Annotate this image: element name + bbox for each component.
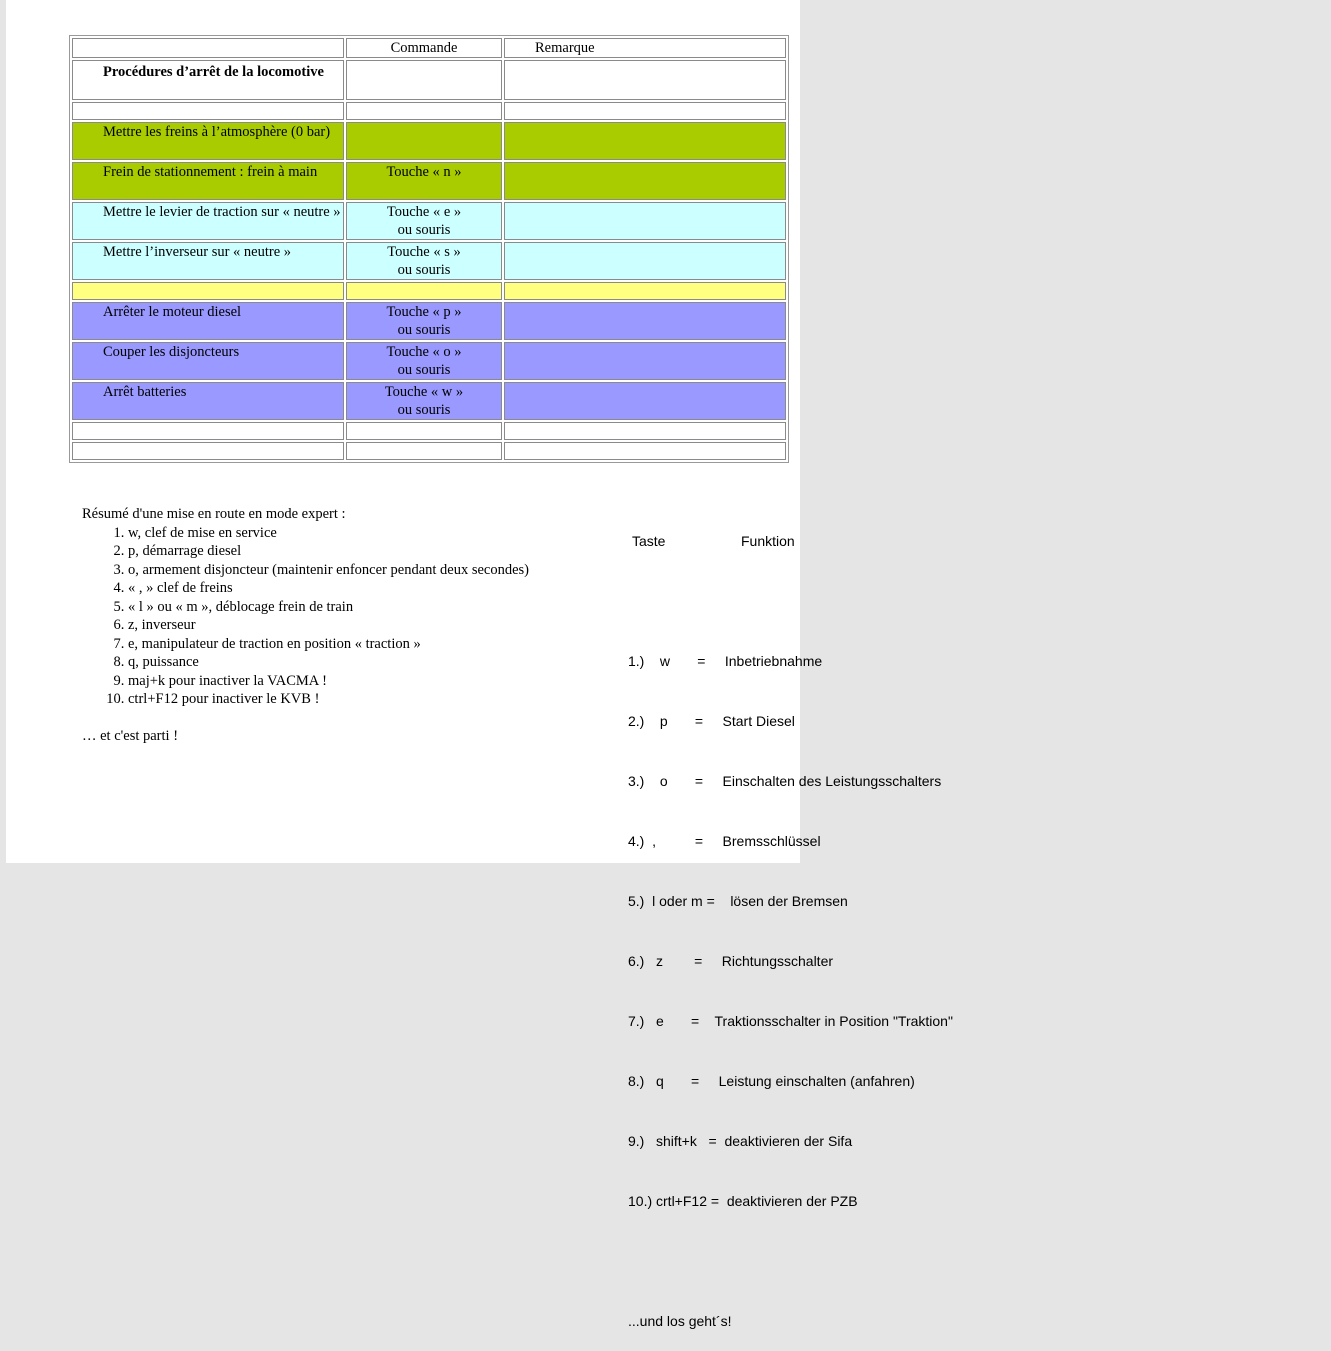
list-item: 3.) o = Einschalten des Leistungsschalters: [628, 773, 942, 789]
header-cell-remarque: [504, 38, 786, 58]
table-header-row: [72, 38, 786, 58]
action-cell: Mettre les freins à l’atmosphère (0 bar): [72, 122, 344, 160]
list-item: 9. maj+k pour inactiver la VACMA !: [128, 672, 529, 691]
german-startup-summary: [628, 491, 953, 1351]
command-cell: Touche « o » ou souris: [346, 342, 502, 380]
list-item: 6.) z = Richtungsschalter: [628, 953, 834, 969]
list-item: 8. q, puissance: [128, 653, 529, 672]
remark-cell: [504, 122, 786, 160]
list-item: 2.) p = Start Diesel: [628, 713, 795, 729]
command-cell: Touche « e » ou souris: [346, 202, 502, 240]
action-cell: Mettre le levier de traction sur « neutre »: [72, 202, 344, 240]
funktion-column-label: Funktion: [741, 533, 795, 549]
french-startup-summary: [82, 505, 529, 745]
list-item: 10.) crtl+F12 = deaktivieren der PZB: [628, 1193, 858, 1209]
taste-column-label: Taste: [632, 533, 666, 549]
list-item: 8.) q = Leistung einschalten (anfahren): [628, 1073, 915, 1089]
french-summary-heading: Résumé d'une mise en route en mode expert :: [82, 506, 346, 522]
command-cell: [346, 122, 502, 160]
shutdown-procedure-table: [69, 35, 789, 463]
command-cell: Touche « w » ou souris: [346, 382, 502, 420]
remark-cell: [504, 342, 786, 380]
french-summary-ending: … et c'est parti !: [82, 727, 179, 744]
table-row: [72, 162, 786, 200]
action-cell: Couper les disjoncteurs: [72, 342, 344, 380]
remark-cell: [504, 242, 786, 280]
list-item: 6. z, inverseur: [128, 616, 529, 635]
remark-cell: [504, 302, 786, 340]
command-cell: Touche « s » ou souris: [346, 242, 502, 280]
table-row-separator: [72, 282, 786, 300]
list-item: 4. « , » clef de freins: [128, 579, 529, 598]
action-cell: Arrêter le moteur diesel: [72, 302, 344, 340]
action-cell: Arrêt batteries: [72, 382, 344, 420]
remark-cell: [504, 202, 786, 240]
list-item: 5. « l » ou « m », déblocage frein de train: [128, 598, 529, 617]
table-row: [72, 382, 786, 420]
table-title-row: [72, 60, 786, 100]
list-item: 4.) , = Bremsschlüssel: [628, 833, 821, 849]
table-row: [72, 202, 786, 240]
header-cell-procedure: [72, 38, 344, 58]
list-item: 7. e, manipulateur de traction en position « traction »: [128, 635, 529, 654]
table-row: [72, 342, 786, 380]
list-item: 1. w, clef de mise en service: [128, 524, 529, 543]
german-summary-ending: ...und los geht´s!: [628, 1313, 732, 1329]
command-cell: Touche « p » ou souris: [346, 302, 502, 340]
remark-cell: [504, 162, 786, 200]
header-remarque-label: Remarque: [535, 40, 595, 56]
command-cell: Touche « n »: [346, 162, 502, 200]
remark-cell: [504, 382, 786, 420]
header-cell-commande: Commande: [346, 38, 502, 58]
table-row: [72, 302, 786, 340]
german-summary-header: [628, 531, 953, 551]
list-item: 1.) w = Inbetriebnahme: [628, 653, 823, 669]
list-item: 9.) shift+k = deaktivieren der Sifa: [628, 1133, 853, 1149]
table-row: [72, 122, 786, 160]
french-summary-list: [82, 524, 529, 709]
list-item: 7.) e = Traktionsschalter in Position "Traktion": [628, 1013, 953, 1029]
action-cell: Frein de stationnement : frein à main: [72, 162, 344, 200]
list-item: 2. p, démarrage diesel: [128, 542, 529, 561]
table-row: [72, 242, 786, 280]
list-item: 5.) l oder m = lösen der Bremsen: [628, 893, 848, 909]
action-cell: Mettre l’inverseur sur « neutre »: [72, 242, 344, 280]
list-item: 10. ctrl+F12 pour inactiver le KVB !: [128, 690, 529, 709]
table-title: Procédures d’arrêt de la locomotive: [72, 60, 344, 100]
list-item: 3. o, armement disjoncteur (maintenir enfoncer pendant deux secondes): [128, 561, 529, 580]
